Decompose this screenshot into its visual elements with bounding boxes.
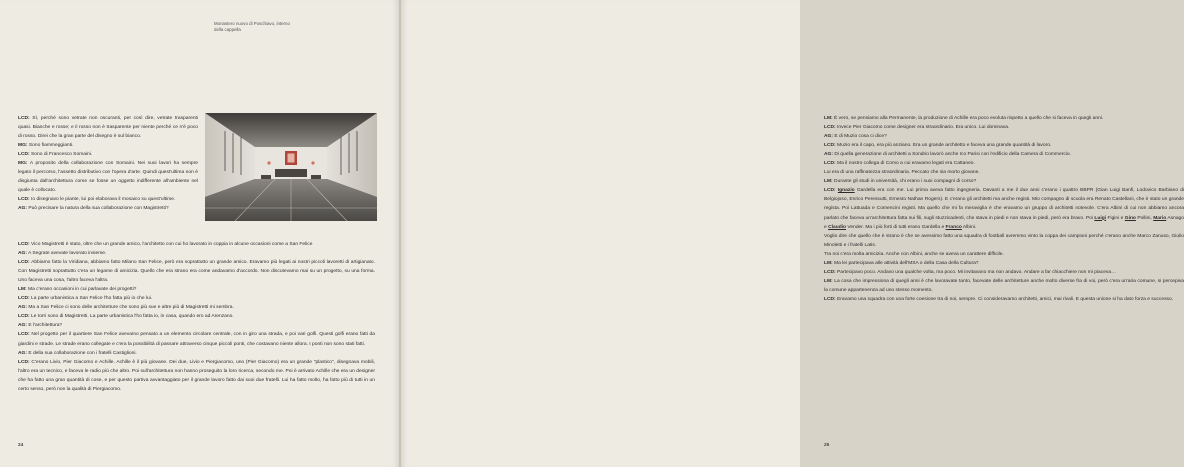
paragraph-text: Partecipavo poco. Andavo una qualche volta, ma poco. Mi invitavano ma non andavo. Andare a far chiacchiere non mi piaceva… [835, 269, 1116, 275]
caption-line-2: della cappella [214, 27, 241, 33]
paragraph-text: Asnago e [824, 215, 1184, 230]
person-name: Luigi [1094, 215, 1107, 221]
speaker-label: LCD: [824, 143, 836, 149]
paragraph-text: Sono fiammeggianti. [27, 143, 74, 149]
left-column-narrow [18, 114, 198, 214]
paragraph-text: Albini. [961, 224, 977, 230]
left-column-wide [18, 240, 375, 394]
speaker-label: LM: [824, 278, 833, 284]
interview-paragraph [18, 312, 375, 321]
speaker-label: AG: [18, 350, 27, 356]
paragraph-text: La cosa che impressiona di quegli anni è che lavoravate tanto, facevate delle architetture anche molto diverse fra di voi, però c'era un'aria comune, si percepiva la comune appartenenza ad uno stesso momento. [824, 278, 1184, 293]
paragraph-text: Voglio dire che quello che è strano è che se avessimo fatto una squadra di football avremmo vinto la coppa dei campioni perché c'erano anche Marco Zanuso, Giulio Minoletti e i fratelli Latis. [824, 233, 1184, 248]
paragraph-text: Ma il nostro collega di Como a cui eravamo legati era Cattaneo. [835, 161, 975, 167]
interview-paragraph [824, 268, 1184, 277]
person-name: Ignazio [837, 188, 855, 194]
paragraph-text: Durante gli studi in università, chi erano i suoi compagni di corso? [832, 179, 977, 185]
interview-paragraph [18, 114, 198, 141]
page-number-right: 25 [824, 443, 830, 448]
paragraph-text: Muzio era il capo, era più anziano. Era un grande architetto e faceva una grande quantità di lavoro. [835, 143, 1052, 149]
paragraph-text: E l'architettura? [26, 323, 63, 329]
speaker-label: LCD: [18, 197, 30, 203]
paragraph-text: E della sua collaborazione con i fratelli Castiglioni. [26, 350, 137, 356]
speaker-label: AG: [824, 152, 833, 158]
speaker-label: LCD: [18, 314, 30, 320]
interview-paragraph [824, 232, 1184, 250]
speaker-label: MG: [18, 143, 28, 149]
speaker-label: AG: [18, 206, 27, 212]
interview-paragraph [824, 177, 1184, 186]
paragraph-text: Ma c'erano occasioni in cui parlavate dei progetti? [26, 287, 137, 293]
interview-paragraph [18, 150, 198, 159]
speaker-label: AG: [18, 323, 27, 329]
paragraph-text: Sono di Francesco Somaini. [29, 152, 93, 158]
interview-paragraph [824, 168, 1184, 177]
right-column [824, 114, 1184, 304]
paragraph-text: È vero, se pensiamo alla Permanente, la produzione di Achille era poco evoluta rispetto a quello che si faceva in quegli anni. [832, 116, 1104, 121]
interview-paragraph [824, 259, 1184, 268]
interview-paragraph [824, 250, 1184, 259]
interview-paragraph [18, 321, 375, 330]
paragraph-text: Sì, perché sono vetrate non oscuranti, per così dire, vetrate trasparenti quasi. Bianche e rosse; e il rosso non è trasparente per niente perché ce n'è poco di rosso. Direi che la gran parte del disegno è sul bianco. [18, 116, 198, 140]
chapel-interior-photo [205, 113, 377, 221]
person-name: Claudio [828, 224, 847, 230]
speaker-label: LCD: [824, 188, 836, 194]
speaker-label: AG: [18, 305, 27, 311]
speaker-label: LCD: [18, 116, 30, 121]
speaker-label: LCD: [824, 296, 836, 302]
speaker-label: MG: [18, 161, 28, 167]
paragraph-text: Tra noi c'era molta amicizia. Anche con Albini, anche se aveva un carattere difficile. [824, 251, 1004, 257]
paragraph-text: La parte urbanistica a San Felice l'ho fatta più io che lui. [29, 296, 153, 302]
speaker-label: LM: [18, 287, 27, 293]
interview-paragraph [824, 295, 1184, 304]
paragraph-text: Eravamo una squadra con una forte coesione tra di noi, sempre. Ci consideravamo architetti, amici, mai rivali. E questa unione si ha dato forza e successo. [835, 296, 1174, 302]
speaker-label: LCD: [18, 332, 30, 338]
page-number-left: 24 [18, 443, 24, 448]
interview-paragraph [824, 186, 1184, 231]
speaker-label: AG: [18, 251, 27, 257]
photo-caption [214, 21, 334, 33]
interview-paragraph [18, 285, 375, 294]
left-page [0, 0, 399, 467]
interview-paragraph [824, 277, 1184, 295]
paragraph-text: A Segrate avevate lavorato insieme. [26, 251, 107, 257]
person-name: Mario [1153, 215, 1167, 221]
paragraph-text: Figini e [1106, 215, 1125, 221]
interview-paragraph [18, 303, 375, 312]
paragraph-text: Ma lei partecipava alle attività dell'MSA o della Casa della Cultura? [832, 260, 979, 266]
speaker-label: LCD: [824, 161, 836, 167]
interview-paragraph [18, 330, 375, 348]
paragraph-text: C'erano Livio, Pier Giacomo e Achille. Achille è il più giovane. Dei due, Livio e Piergiacomo, uno (Pier Giacomo) era un grande "plastico", disegnava mobili, l'altro era un tecnico, e faceva le radio più che altro. Poi sull'architettura non hanno proseguito la loro ricerca, secondo me. Poi è arrivato Achille che era un designer che ha fatto una gran quantità di cose, e per questo partiva avvantaggiato per il grande lavoro fatto dai suoi due fratelli. Lui ha fatto molto, ha fatto più di tutti in un certo senso, però non la qualità di Piergiacomo. [18, 359, 375, 392]
speaker-label: AG: [824, 134, 833, 140]
interview-paragraph [18, 204, 198, 213]
interview-paragraph [824, 132, 1184, 141]
paragraph-text: Invece Pier Giacomo come designer era straordinario. Era unico. Lui dominava. [835, 125, 1010, 131]
paragraph-text: Ma a San Felice ci sono delle architetture che sono più sue e altre più di Magistretti mi sembra. [26, 305, 234, 311]
interview-paragraph [824, 150, 1184, 159]
interview-paragraph [18, 249, 375, 258]
interview-paragraph [18, 195, 198, 204]
paragraph-text: Vender. Ma i più forti di tutti erano Gardella e [846, 224, 946, 230]
speaker-label: LM: [824, 260, 833, 266]
paragraph-text: Io disegnavo le piante, lui poi elaborava il mosaico su quest'ultime. [29, 197, 176, 203]
interview-paragraph [824, 114, 1184, 123]
paragraph-text: Vico Magistretti è stato, oltre che un grande amico, l'architetto con cui ho lavorato in coppia in alcune occasioni come a San Felice [29, 242, 313, 247]
interview-paragraph [18, 258, 375, 285]
paragraph-text: Abbiamo fatto la Viridiana, abbiamo fatto Milano San Felice, però era soprattutto un grande amico. Eravamo più legati ai nostri piccoli lavoretti di artigianato. Con Magistretti soprattutto c'era un legame di amicizia. Quello che era strano era come andavamo d'accordo. Non discutevamo mai su un progetto, su una forma. Uno faceva una cosa, l'altro faceva l'altra. [18, 260, 375, 284]
caption-line-1: Monastero nuovo di Poschiavo, interno [214, 21, 290, 26]
interview-paragraph [824, 141, 1184, 150]
paragraph-text: A proposito della collaborazione con Somaini. Nei suoi lavori ha sempre legato il percorso, l'assetto distributivo con l'opera d'arte. Quindi quest'ultima non è disgiunta dall'architettura come se fosse un oggetto indifferente all'ambiente nel quale è collocato. [18, 161, 198, 194]
interview-paragraph [18, 240, 375, 249]
paragraph-text: Può precisare la natura della sua collaborazione con Magistretti? [26, 206, 169, 212]
paragraph-text: Di quella generazione di architetti a Sondrio lavorò anche Ico Parisi con l'edificio della Camera di Commercio. [832, 152, 1071, 158]
paragraph-text: Le torri sono di Magistretti. La parte urbanistica l'ho fatta io, in casa, quando ero ad Arenzano. [29, 314, 234, 320]
paragraph-text: Gardella era con me. Lui prima aveva fatto ingegneria. Davanti a me il due anni c'erano i quattro BBPR (Gian Luigi Banfi, Lodovico Barbiano di Belgiojoso, Enrico Peressutti, Ernesto Nathan Rogers). E c'erano gli architetti ma anche registi. Mio compagno di scuola era Renato Castellani, che è stato un grande regista. Poi Lattuada e Comencini registi. Ma quello che mi fa meraviglia è che eravamo un gruppo di architetti notevole. C'era Albini di cui non abbiamo ancora parlato che faceva un'architettura fatta sui fili, sugli stuzzicadenti, che stava in piedi e non stava in piedi, però era bravo. Poi [824, 188, 1184, 221]
interview-paragraph [18, 349, 375, 358]
speaker-label: LCD: [18, 296, 30, 302]
right-page [401, 0, 1184, 467]
paragraph-text: Lui era di una raffinatezza straordinaria. Peccato che sia morto giovane. [824, 170, 980, 176]
speaker-label: LCD: [18, 359, 30, 365]
speaker-label: LCD: [18, 260, 30, 266]
interview-paragraph [824, 123, 1184, 132]
interview-paragraph [18, 358, 375, 394]
speaker-label: LCD: [824, 125, 836, 131]
paragraph-text: E di Muzio cosa ci dice? [832, 134, 887, 140]
interview-paragraph [18, 141, 198, 150]
person-name: Franco [945, 224, 962, 230]
speaker-label: LCD: [18, 242, 30, 247]
speaker-label: LM: [824, 179, 833, 185]
interview-paragraph [18, 159, 198, 195]
interview-paragraph [824, 159, 1184, 168]
interview-paragraph [18, 294, 375, 303]
speaker-label: LCD: [824, 269, 836, 275]
paragraph-text: Pollini, [1135, 215, 1154, 221]
speaker-label: LM: [824, 116, 833, 121]
speaker-label: LCD: [18, 152, 30, 158]
person-name: Gino [1124, 215, 1136, 221]
paragraph-text: Nel progetto per il quartiere San Felice avevamo pensato a un elemento circolare centrale, con in giro una strada, e poi vari golfi. Questi golfi erano fatti da giardini e strade. Le strade erano collegate e c'era la possibilità di passare attraverso cinque piccoli ponti, che costavano niente allora. I ponti non sono stati fatti. [18, 332, 375, 347]
